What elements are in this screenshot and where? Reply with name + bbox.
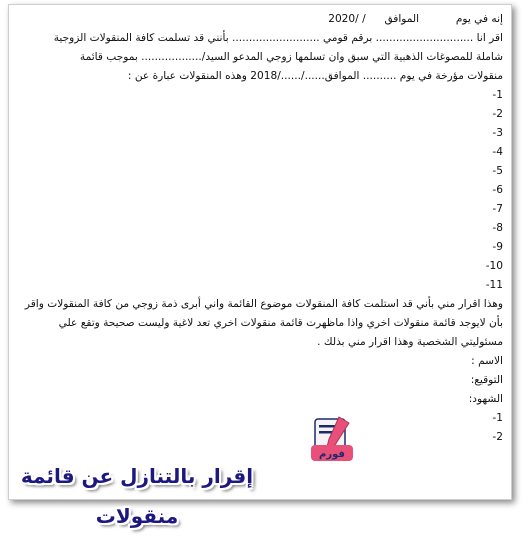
- paragraph-line-2: شاملة للمصوغات الذهبية التي سبق وان تسلمها زوجي المدعو السيد/.................. بموجب قائمة: [79, 51, 503, 63]
- signature-label: التوقيع:: [470, 374, 503, 386]
- witness-item: 2-: [492, 431, 503, 443]
- corresponding-label: الموافق: [384, 13, 420, 25]
- header-line: [17, 10, 503, 29]
- list-item: 7-: [492, 203, 503, 215]
- list-item: 1-: [492, 89, 503, 101]
- list-item: 6-: [492, 184, 503, 196]
- watermark-banner: [17, 456, 257, 528]
- witnesses-label: الشهود:: [468, 393, 503, 405]
- list-item: 10-: [485, 260, 503, 272]
- list-item: 5-: [492, 165, 503, 177]
- list-item: 3-: [492, 127, 503, 139]
- list-item: 2-: [492, 108, 503, 120]
- list-item: 8-: [492, 222, 503, 234]
- date-value: / /2020: [328, 13, 366, 25]
- watermark-title: إقرار بالتنازل عن قائمة منقولات: [20, 464, 254, 528]
- document-sheet: [8, 4, 512, 528]
- day-label: إنه في يوم: [455, 13, 503, 25]
- witness-item: 1-: [492, 412, 503, 424]
- form-site-logo-icon: [309, 415, 359, 471]
- list-item: 11-: [485, 279, 503, 291]
- items-list: [17, 86, 503, 295]
- declaration-paragraph: وهذا اقرار مني بأني قد استلمت كافة المنقولات موضوع القائمة واني أبرى ذمة زوجي من كافة المنقولات واقر بأن لايوجد قائمة منقولات اخري واذا ماظهرت قائمة منقولات اخري تعد لاغية وليست صحيحة وتقع علي مسئوليتي الشخصية وهذا اقرار مني بذلك .: [24, 298, 503, 348]
- document-body: [17, 10, 503, 447]
- paragraph-line-3: منقولات مؤرخة في يوم .......... الموافق....../....../2018 وهذه المنقولات عبارة عن :: [127, 70, 503, 82]
- logo-text: فورم: [319, 449, 345, 460]
- list-item: 4-: [492, 146, 503, 158]
- list-item: 9-: [492, 241, 503, 253]
- paragraph-line-1: اقر انا ............................. برقم قومي .......................... بأنني قد تسلمت كافة المنقولات الزوجية: [53, 32, 503, 44]
- name-label: الاسم :: [471, 355, 503, 367]
